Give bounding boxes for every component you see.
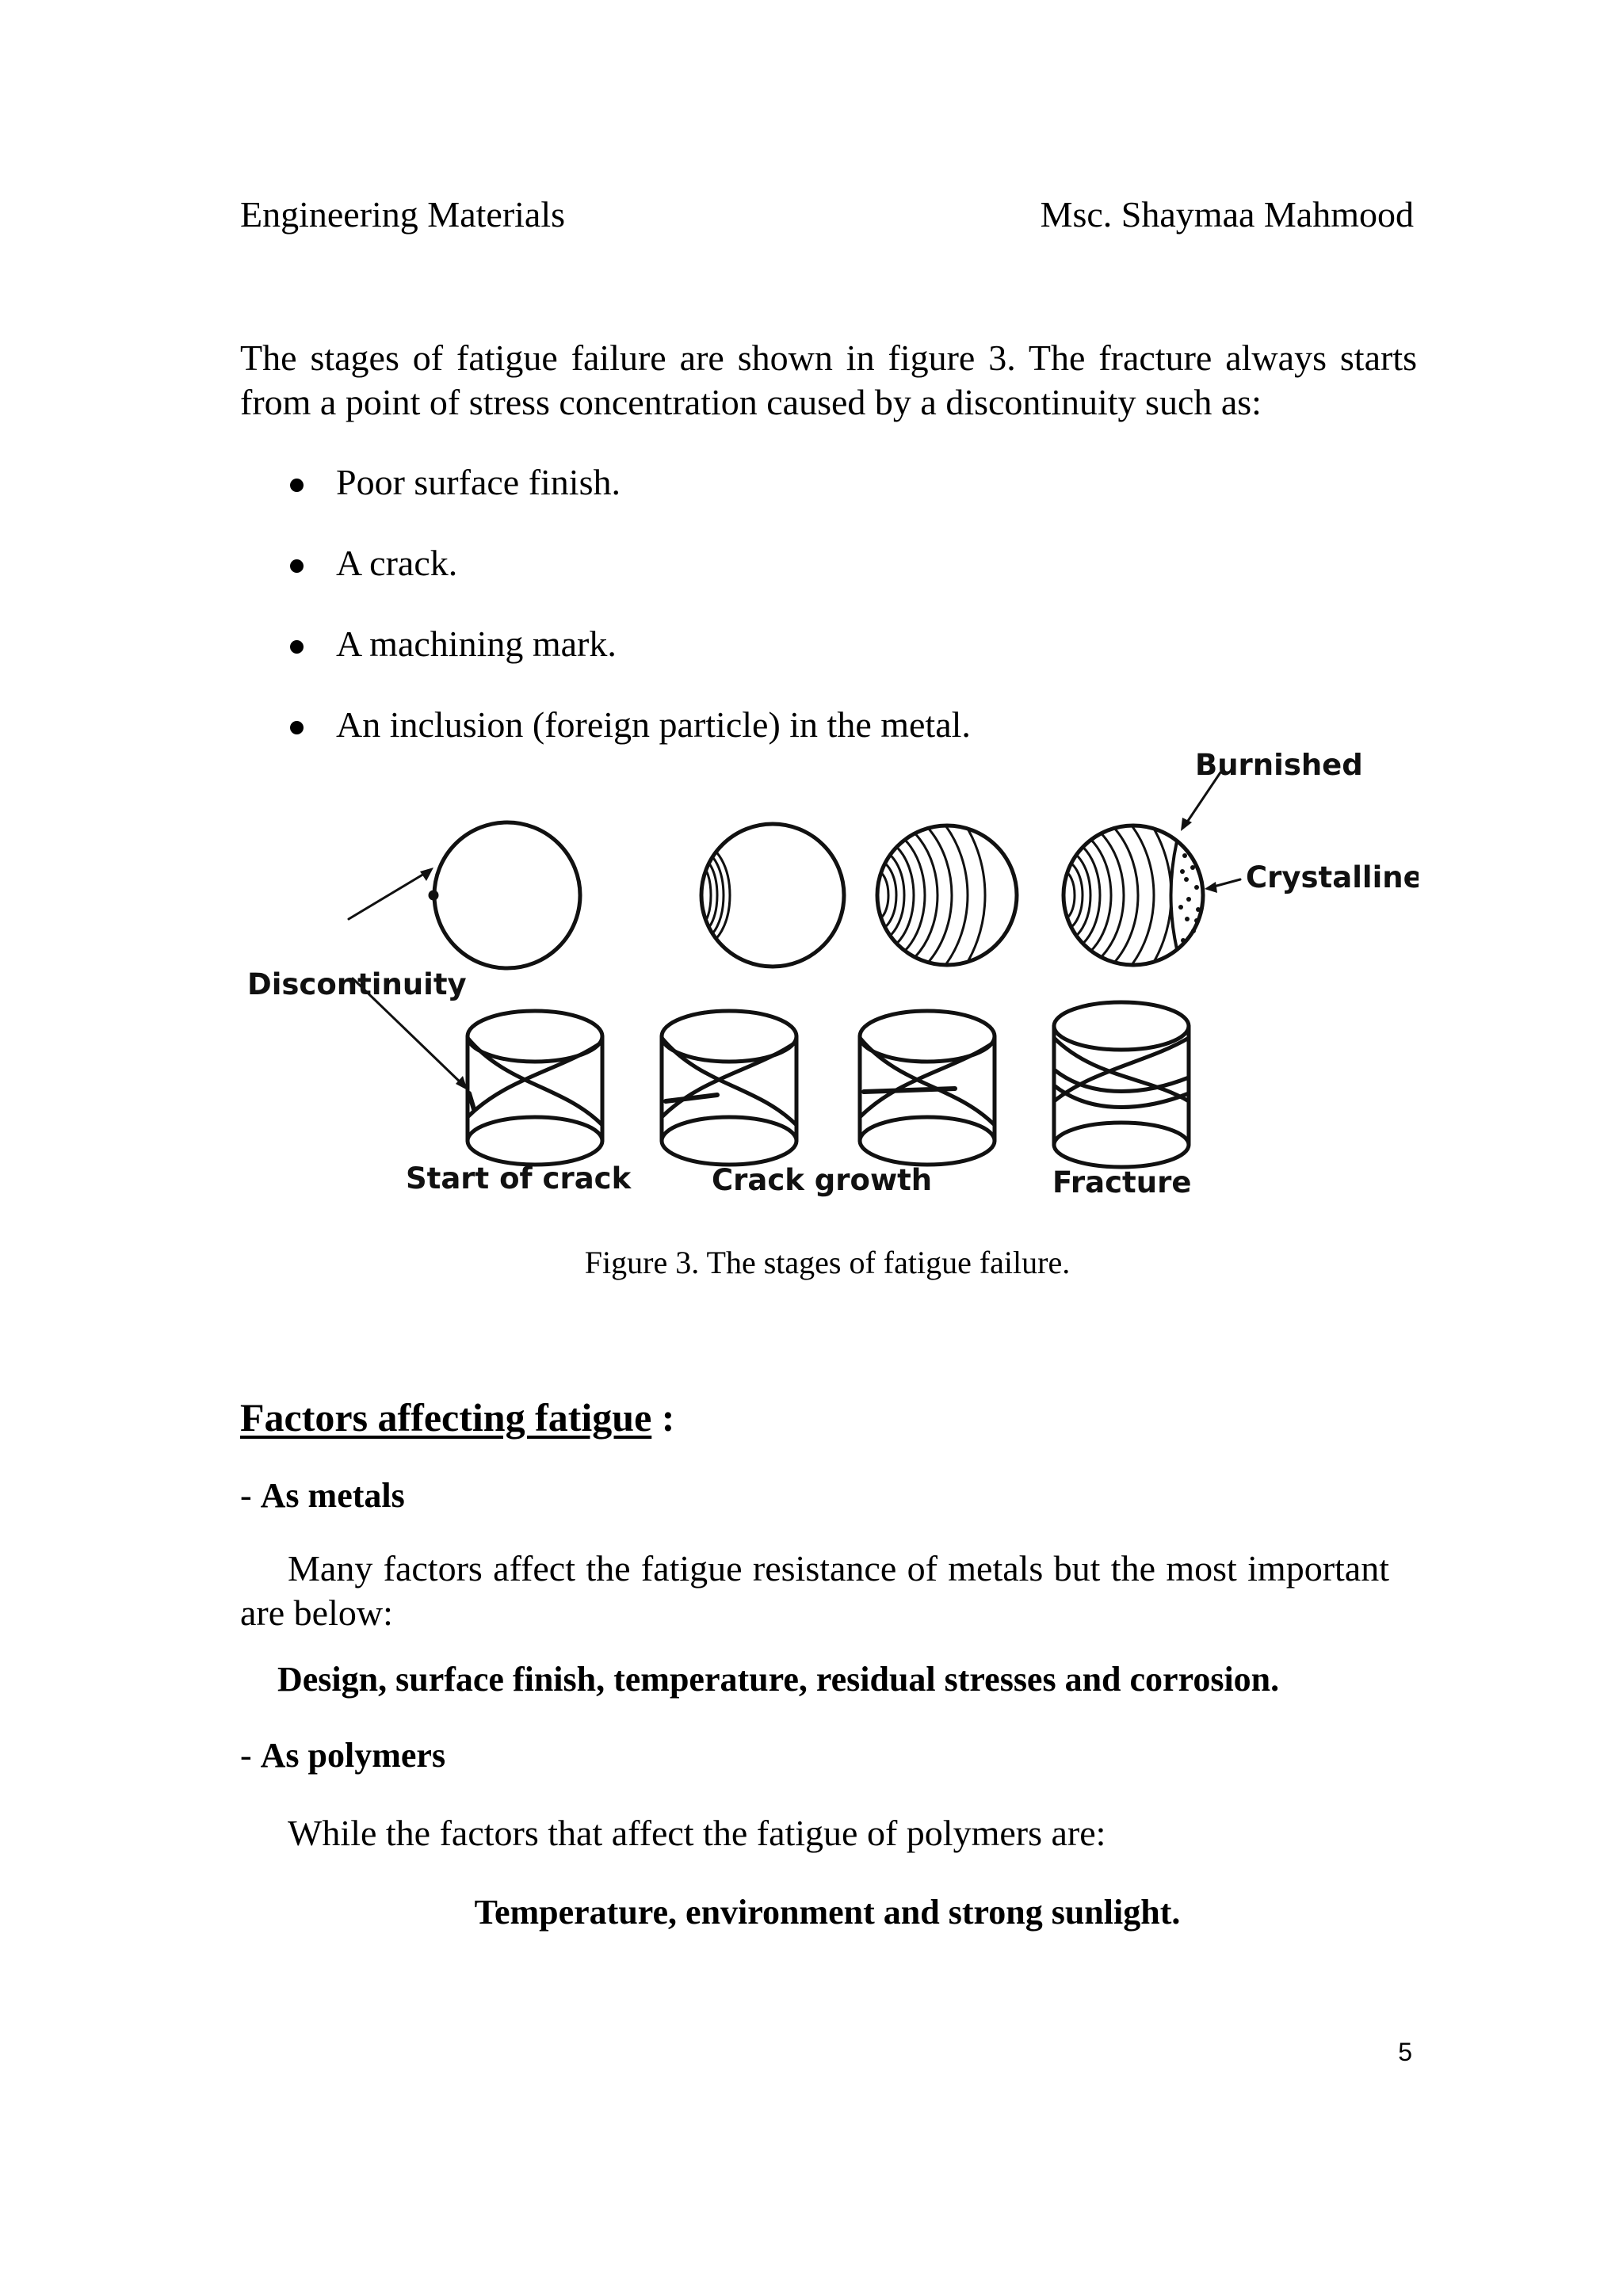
metals-heading [240, 1475, 405, 1516]
list-item [285, 461, 971, 542]
specimen-start [468, 1011, 602, 1165]
list-item [285, 542, 971, 623]
cross-section-fracture [1064, 826, 1203, 965]
polymers-heading-text: As polymers [260, 1736, 446, 1775]
bullet-icon [290, 479, 304, 492]
section-title-suffix: : [651, 1395, 675, 1440]
label-crack-growth: Crack growth [712, 1163, 933, 1197]
metals-heading-text: As metals [260, 1476, 405, 1515]
list-item-text: A machining mark. [336, 624, 617, 664]
cross-section-start [434, 822, 580, 968]
figure-caption: Figure 3. The stages of fatigue failure. [584, 1245, 1071, 1280]
label-burnished: Burnished [1195, 753, 1363, 782]
fatigue-stages-figure [238, 753, 1419, 1212]
metals-paragraph: Many factors affect the fatigue resistance of metals but the most important are below: [240, 1548, 1389, 1633]
intro-paragraph: The stages of fatigue failure are shown in figure 3. The fracture always starts from a point of stress concentration caused by a discontinuity such as: [240, 338, 1417, 422]
discontinuity-list [285, 461, 971, 784]
bullet-icon [290, 559, 304, 573]
label-discontinuity: Discontinuity [247, 967, 467, 1001]
bullet-icon [290, 640, 304, 654]
header-author: Msc. Shaymaa Mahmood [1040, 194, 1414, 235]
polymers-factors: Temperature, environment and strong sunlight. [474, 1893, 1181, 1932]
section-title-text: Factors affecting fatigue [240, 1395, 652, 1440]
header-course-title: Engineering Materials [240, 194, 566, 235]
specimen-fracture [1054, 1002, 1189, 1167]
list-item-text: Poor surface finish. [336, 462, 621, 502]
label-start-of-crack: Start of crack [406, 1161, 632, 1196]
specimen-crack-growth-1 [662, 1011, 796, 1165]
specimen-crack-growth-2 [860, 1011, 995, 1165]
list-item-text: An inclusion (foreign particle) in the metal. [336, 704, 971, 745]
heading-prefix: - [240, 1736, 261, 1775]
label-fracture: Fracture [1052, 1165, 1192, 1199]
metals-factors: Design, surface finish, temperature, residual stresses and corrosion. [277, 1660, 1280, 1699]
list-item [285, 623, 971, 704]
page-number: 5 [1398, 2038, 1412, 2066]
polymers-heading [240, 1735, 445, 1775]
heading-prefix: - [240, 1476, 261, 1515]
polymers-paragraph: While the factors that affect the fatigue of polymers are: [288, 1813, 1106, 1853]
label-crystalline: Crystalline [1246, 860, 1419, 894]
cross-section-advanced-growth [877, 826, 1017, 965]
fatigue-stages-diagram [238, 753, 1419, 1212]
bullet-icon [290, 721, 304, 734]
section-title [240, 1394, 674, 1440]
list-item-text: A crack. [336, 543, 458, 583]
